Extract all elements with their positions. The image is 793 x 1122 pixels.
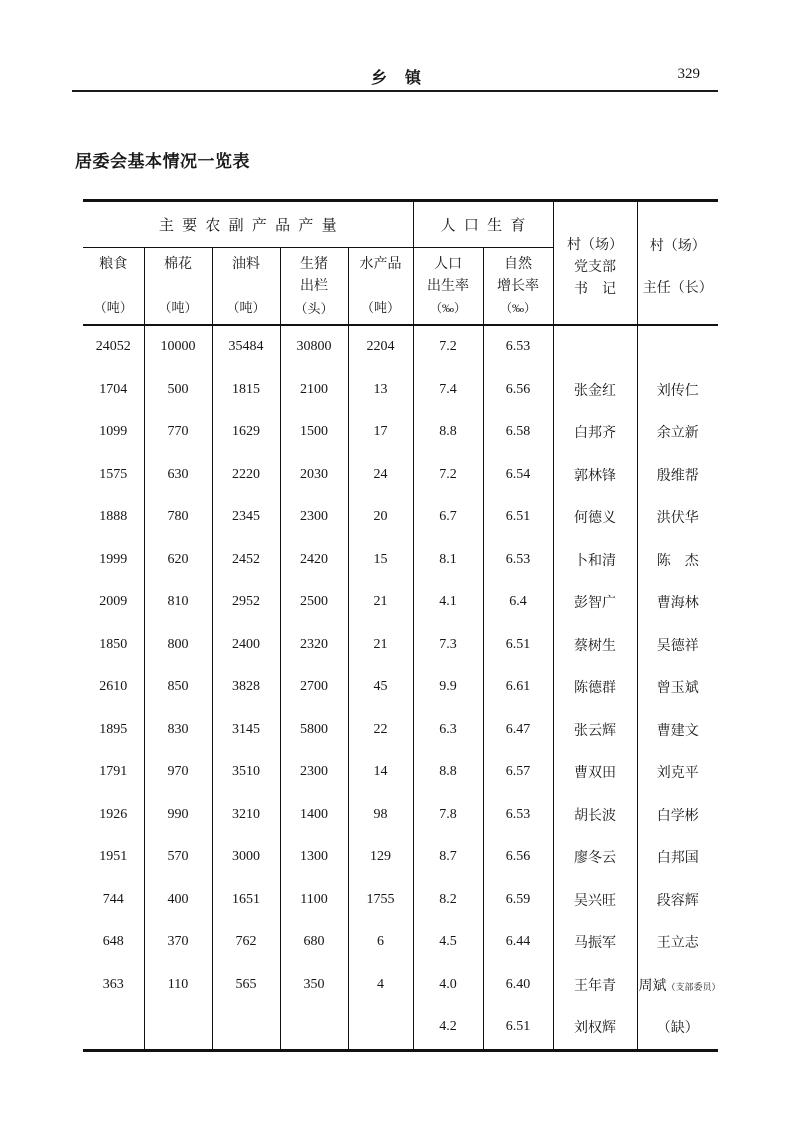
value-cell: 6.53 [483, 325, 553, 369]
value-cell: 110 [144, 964, 212, 1007]
value-cell: 3828 [212, 666, 280, 709]
value-cell: 13 [348, 369, 413, 412]
column-label-line: 增长率 [497, 278, 539, 294]
value-cell [83, 1006, 144, 1050]
value-cell: 620 [144, 539, 212, 582]
value-cell: 24 [348, 454, 413, 497]
table-row [83, 496, 718, 539]
value-cell: 8.1 [413, 539, 483, 582]
value-cell: 4.5 [413, 921, 483, 964]
value-cell: 22 [348, 709, 413, 752]
table-row [83, 751, 718, 794]
value-cell: 35484 [212, 325, 280, 369]
value-cell: 6.40 [483, 964, 553, 1007]
value-cell: 1651 [212, 879, 280, 922]
secretary-name-cell: 蔡树生 [553, 624, 637, 667]
value-cell: 1755 [348, 879, 413, 922]
director-name-cell [637, 325, 718, 369]
table-row [83, 454, 718, 497]
value-cell: 2220 [212, 454, 280, 497]
value-cell: 350 [280, 964, 348, 1007]
value-cell: 7.2 [413, 325, 483, 369]
table-row [83, 325, 718, 369]
group-header-farm-products: 主要农副产品产量 [83, 201, 413, 248]
value-cell: 7.4 [413, 369, 483, 412]
table-row [83, 539, 718, 582]
table-row [83, 921, 718, 964]
value-cell: 2610 [83, 666, 144, 709]
column-header-cotton [144, 248, 212, 326]
value-cell: 363 [83, 964, 144, 1007]
column-label-line: 出栏 [300, 278, 328, 294]
value-cell: 2030 [280, 454, 348, 497]
secretary-name-cell [553, 325, 637, 369]
value-cell: 1895 [83, 709, 144, 752]
table-row [83, 581, 718, 624]
value-cell: 2500 [280, 581, 348, 624]
column-unit: （吨） [360, 300, 400, 315]
value-cell: 6.51 [483, 496, 553, 539]
value-cell: 2952 [212, 581, 280, 624]
value-cell: 14 [348, 751, 413, 794]
column-label-line: 棉花 [164, 257, 192, 272]
director-name-cell: 白邦国 [656, 851, 699, 867]
director-name-cell: 刘传仁 [656, 383, 699, 399]
value-cell: 1500 [280, 411, 348, 454]
running-head-title: 乡 镇 [370, 70, 422, 87]
value-cell: 30800 [280, 325, 348, 369]
column-header-grain [83, 248, 144, 326]
column-header-village-director [637, 201, 718, 326]
column-label-line: 粮食 [99, 257, 128, 272]
value-cell: 6.56 [483, 836, 553, 879]
value-cell: 7.8 [413, 794, 483, 837]
value-cell: 1099 [83, 411, 144, 454]
value-cell: 6.51 [483, 624, 553, 667]
value-cell: 6.7 [413, 496, 483, 539]
value-cell: 17 [348, 411, 413, 454]
column-header-oilseed [212, 248, 280, 326]
column-unit: （吨） [93, 300, 133, 315]
director-name-cell: 曾玉斌 [656, 681, 699, 697]
table-header [83, 201, 718, 326]
value-cell: 2452 [212, 539, 280, 582]
value-cell: 6.57 [483, 751, 553, 794]
column-unit: （头） [294, 300, 334, 316]
table-title: 居委会基本情况一览表 [75, 152, 250, 171]
director-role-note: （支部委员） [666, 981, 721, 992]
page-number: 329 [677, 66, 700, 82]
value-cell: 4.2 [413, 1006, 483, 1050]
value-cell: 762 [212, 921, 280, 964]
value-cell: 2300 [280, 751, 348, 794]
table-body [83, 325, 721, 1050]
secretary-name-cell: 何德义 [553, 496, 637, 539]
value-cell: 744 [83, 879, 144, 922]
value-cell: 4 [348, 964, 413, 1007]
value-cell [212, 1006, 280, 1050]
director-name-cell: 刘克平 [656, 766, 699, 782]
value-cell: 6.58 [483, 411, 553, 454]
secretary-name-cell: 彭智广 [553, 581, 637, 624]
value-cell: 1575 [83, 454, 144, 497]
secretary-name-cell: 刘权辉 [553, 1006, 637, 1050]
value-cell: 6.53 [483, 794, 553, 837]
value-cell [280, 1006, 348, 1050]
value-cell: 570 [144, 836, 212, 879]
table-row [83, 879, 718, 922]
column-header-aquatic [348, 248, 413, 326]
value-cell: 1629 [212, 411, 280, 454]
value-cell: 6.59 [483, 879, 553, 922]
column-label-line: 自然 [504, 256, 532, 272]
director-name-cell: 曹建文 [656, 723, 699, 739]
secretary-name-cell: 曹双田 [553, 751, 637, 794]
value-cell: 6 [348, 921, 413, 964]
value-cell: 1791 [83, 751, 144, 794]
value-cell [348, 1006, 413, 1050]
value-cell: 800 [144, 624, 212, 667]
value-cell: 1926 [83, 794, 144, 837]
secretary-name-cell: 胡长波 [553, 794, 637, 837]
table-row [83, 411, 718, 454]
table-row [83, 836, 718, 879]
value-cell: 98 [348, 794, 413, 837]
value-cell [144, 1006, 212, 1050]
director-name-cell: 王立志 [656, 936, 699, 952]
header-rule [72, 90, 718, 92]
table-row [83, 369, 718, 412]
value-cell: 6.51 [483, 1006, 553, 1050]
director-name-cell: 段容辉 [656, 893, 699, 909]
director-name-cell: 殷维帮 [656, 468, 699, 484]
value-cell: 8.2 [413, 879, 483, 922]
secretary-name-cell: 张云辉 [553, 709, 637, 752]
value-cell: 2700 [280, 666, 348, 709]
column-unit: （‰） [429, 300, 466, 315]
column-label-line: 书 记 [574, 282, 617, 297]
value-cell: 3210 [212, 794, 280, 837]
table-row [83, 624, 718, 667]
column-label-line: 村（场） [567, 238, 624, 253]
column-header-hogs [280, 248, 348, 326]
value-cell: 45 [348, 666, 413, 709]
value-cell: 8.8 [413, 751, 483, 794]
column-unit: （吨） [158, 300, 198, 315]
value-cell: 6.47 [483, 709, 553, 752]
secretary-name-cell: 王年青 [553, 964, 637, 1007]
secretary-name-cell: 吴兴旺 [553, 879, 637, 922]
value-cell: 6.61 [483, 666, 553, 709]
column-label-line: 生猪 [300, 256, 328, 272]
director-name-cell: 曹海林 [656, 596, 699, 612]
value-cell: 2204 [348, 325, 413, 369]
secretary-name-cell: 廖冬云 [553, 836, 637, 879]
value-cell: 648 [83, 921, 144, 964]
value-cell: 2400 [212, 624, 280, 667]
director-name-cell: 陈 杰 [656, 553, 699, 569]
secretary-name-cell: 郭林锋 [553, 454, 637, 497]
secretary-name-cell: 陈德群 [553, 666, 637, 709]
value-cell: 565 [212, 964, 280, 1007]
director-name-cell: 洪伏华 [656, 511, 699, 527]
value-cell: 1704 [83, 369, 144, 412]
director-name-cell: 吴德祥 [656, 638, 699, 654]
value-cell: 6.54 [483, 454, 553, 497]
value-cell: 2320 [280, 624, 348, 667]
director-name-cell: （缺） [637, 1006, 718, 1050]
director-name-cell [637, 964, 721, 1007]
value-cell: 4.1 [413, 581, 483, 624]
value-cell: 7.2 [413, 454, 483, 497]
director-name-cell: 余立新 [656, 426, 699, 442]
value-cell: 6.4 [483, 581, 553, 624]
column-label-line: 水产品 [359, 257, 402, 272]
value-cell: 1850 [83, 624, 144, 667]
value-cell: 2100 [280, 369, 348, 412]
group-header-row [83, 201, 718, 248]
column-header-birth-rate [413, 248, 483, 326]
value-cell: 129 [348, 836, 413, 879]
value-cell: 4.0 [413, 964, 483, 1007]
column-label-line: 人口 [434, 256, 462, 272]
value-cell: 6.44 [483, 921, 553, 964]
value-cell: 8.8 [413, 411, 483, 454]
column-header-party-secretary [553, 201, 637, 326]
secretary-name-cell: 白邦齐 [553, 411, 637, 454]
value-cell: 1100 [280, 879, 348, 922]
value-cell: 630 [144, 454, 212, 497]
value-cell: 8.7 [413, 836, 483, 879]
value-cell: 20 [348, 496, 413, 539]
table-row [83, 964, 718, 1007]
column-label-line: 党支部 [574, 260, 617, 275]
value-cell: 400 [144, 879, 212, 922]
value-cell: 1999 [83, 539, 144, 582]
value-cell: 3000 [212, 836, 280, 879]
value-cell: 770 [144, 411, 212, 454]
value-cell: 21 [348, 581, 413, 624]
value-cell: 24052 [83, 325, 144, 369]
value-cell: 990 [144, 794, 212, 837]
stats-table [83, 199, 721, 1052]
value-cell: 500 [144, 369, 212, 412]
value-cell: 3145 [212, 709, 280, 752]
column-unit: （吨） [226, 300, 266, 315]
value-cell: 3510 [212, 751, 280, 794]
value-cell: 830 [144, 709, 212, 752]
column-label-line: 出生率 [427, 278, 469, 294]
secretary-name-cell: 卜和清 [553, 539, 637, 582]
value-cell: 810 [144, 581, 212, 624]
value-cell: 7.3 [413, 624, 483, 667]
column-label-line: 村（场） [649, 239, 706, 254]
value-cell: 1300 [280, 836, 348, 879]
value-cell: 2420 [280, 539, 348, 582]
value-cell: 21 [348, 624, 413, 667]
table-row [83, 709, 718, 752]
column-unit: （‰） [500, 300, 537, 315]
director-name-cell: 白学彬 [656, 808, 699, 824]
column-header-growth-rate [483, 248, 553, 326]
value-cell: 970 [144, 751, 212, 794]
table-row [83, 1006, 718, 1050]
value-cell: 6.53 [483, 539, 553, 582]
secretary-name-cell: 张金红 [553, 369, 637, 412]
value-cell: 6.3 [413, 709, 483, 752]
column-label-line: 油料 [232, 257, 260, 272]
value-cell: 2300 [280, 496, 348, 539]
value-cell: 6.56 [483, 369, 553, 412]
value-cell: 1951 [83, 836, 144, 879]
secretary-name-cell: 马振军 [553, 921, 637, 964]
value-cell: 850 [144, 666, 212, 709]
table-row [83, 794, 718, 837]
group-header-population-fertility: 人口生育 [413, 201, 553, 248]
value-cell: 2009 [83, 581, 144, 624]
value-cell: 15 [348, 539, 413, 582]
value-cell: 780 [144, 496, 212, 539]
column-label-line: 主任（长） [642, 281, 713, 296]
value-cell: 1400 [280, 794, 348, 837]
value-cell: 2345 [212, 496, 280, 539]
value-cell: 10000 [144, 325, 212, 369]
value-cell: 9.9 [413, 666, 483, 709]
value-cell: 370 [144, 921, 212, 964]
value-cell: 1815 [212, 369, 280, 412]
table-row [83, 666, 718, 709]
value-cell: 1888 [83, 496, 144, 539]
value-cell: 680 [280, 921, 348, 964]
value-cell: 5800 [280, 709, 348, 752]
director-name: 周斌 [638, 978, 667, 994]
